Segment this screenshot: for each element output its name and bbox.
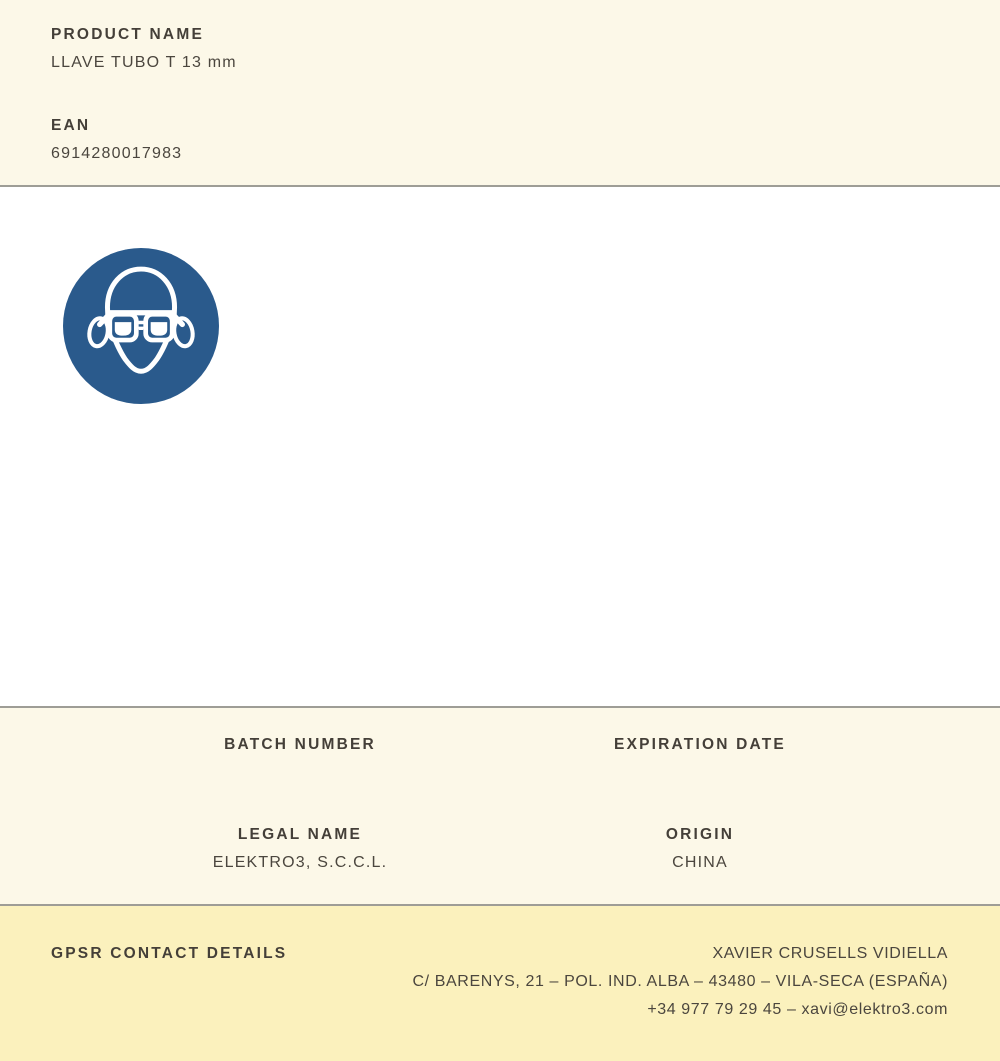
contact-person-line: XAVIER CRUSELLS VIDIELLA bbox=[712, 945, 948, 962]
batch-number-field bbox=[100, 736, 500, 763]
gpsr-contact-section bbox=[0, 906, 1000, 1061]
safety-pictogram-section bbox=[0, 248, 1000, 706]
expiration-date-field bbox=[500, 736, 900, 763]
legal-name-field bbox=[100, 826, 500, 872]
legal-name-value: ELEKTRO3, S.C.C.L. bbox=[212, 854, 388, 871]
eye-protection-icon bbox=[63, 248, 219, 404]
gpsr-contact-lines bbox=[413, 940, 949, 1024]
ean-field bbox=[51, 117, 1000, 163]
product-name-field bbox=[51, 26, 1000, 72]
batch-number-label: BATCH NUMBER bbox=[224, 736, 376, 753]
expiration-date-label: EXPIRATION DATE bbox=[614, 736, 786, 753]
contact-phone-email-line: +34 977 79 29 45 – xavi@elektro3.com bbox=[647, 1001, 948, 1018]
legal-name-label: LEGAL NAME bbox=[237, 826, 363, 843]
product-name-value: LLAVE TUBO T 13 mm bbox=[51, 54, 237, 71]
ean-value: 6914280017983 bbox=[51, 145, 183, 162]
details-section bbox=[0, 708, 1000, 904]
ean-label: EAN bbox=[51, 117, 91, 134]
product-header-section bbox=[0, 0, 1000, 185]
section-divider bbox=[0, 185, 1000, 187]
origin-value: CHINA bbox=[672, 854, 728, 871]
origin-field bbox=[500, 826, 900, 872]
legal-origin-row bbox=[100, 826, 900, 872]
gpsr-contact-label: GPSR CONTACT DETAILS bbox=[51, 945, 288, 962]
product-name-label: PRODUCT NAME bbox=[51, 26, 204, 43]
contact-address-line: C/ BARENYS, 21 – POL. IND. ALBA – 43480 – VILA-SECA (ESPAÑA) bbox=[412, 973, 948, 990]
origin-label: ORIGIN bbox=[665, 826, 735, 843]
batch-expiration-row bbox=[100, 736, 900, 763]
